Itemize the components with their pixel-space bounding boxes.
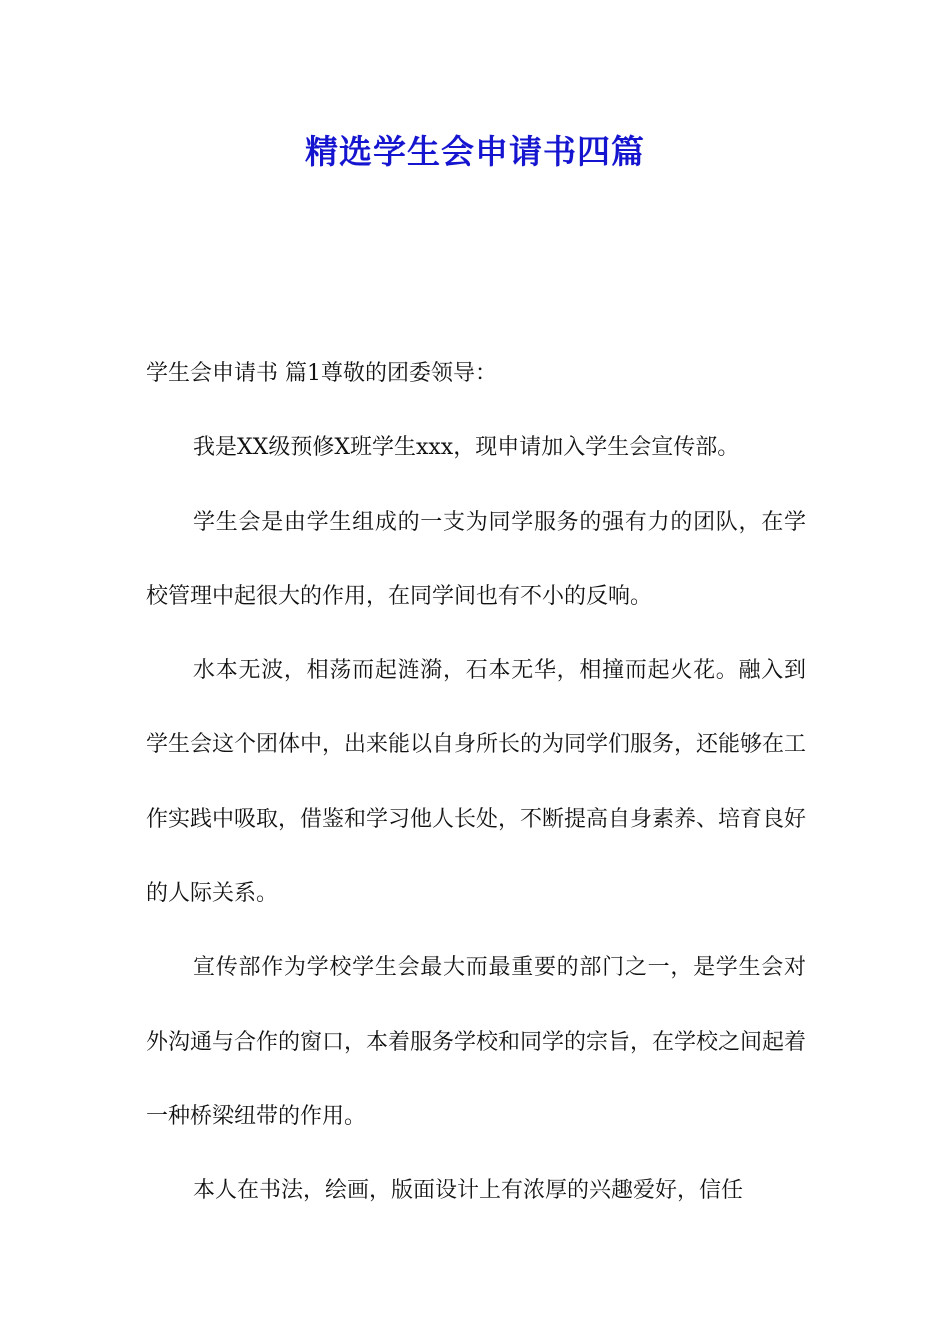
document-body [146, 337, 806, 1229]
paragraph: 学生会是由学生组成的一支为同学服务的强有力的团队，在学校管理中起很大的作用，在同学间也有不小的反响。 [146, 509, 806, 609]
paragraph: 我是XX级预修X班学生xxx，现申请加入学生会宣传部。 [193, 435, 740, 461]
paragraph: 水本无波，相荡而起涟漪，石本无华，相撞而起火花。融入到学生会这个团体中，出来能以自身所长的为同学们服务，还能够在工作实践中吸取，借鉴和学习他人长处，不断提高自身素养、培育良好的人际关系。 [146, 658, 807, 907]
document-title: 精选学生会申请书四篇 [305, 132, 645, 171]
paragraph: 宣传部作为学校学生会最大而最重要的部门之一，是学生会对外沟通与合作的窗口，本着服务学校和同学的宗旨，在学校之间起着一种桥梁纽带的作用。 [146, 955, 807, 1129]
paragraph-salutation: 学生会申请书 篇1尊敬的团委领导： [146, 361, 497, 386]
paragraph: 本人在书法，绘画，版面设计上有浓厚的兴趣爱好，信任 [193, 1178, 744, 1204]
